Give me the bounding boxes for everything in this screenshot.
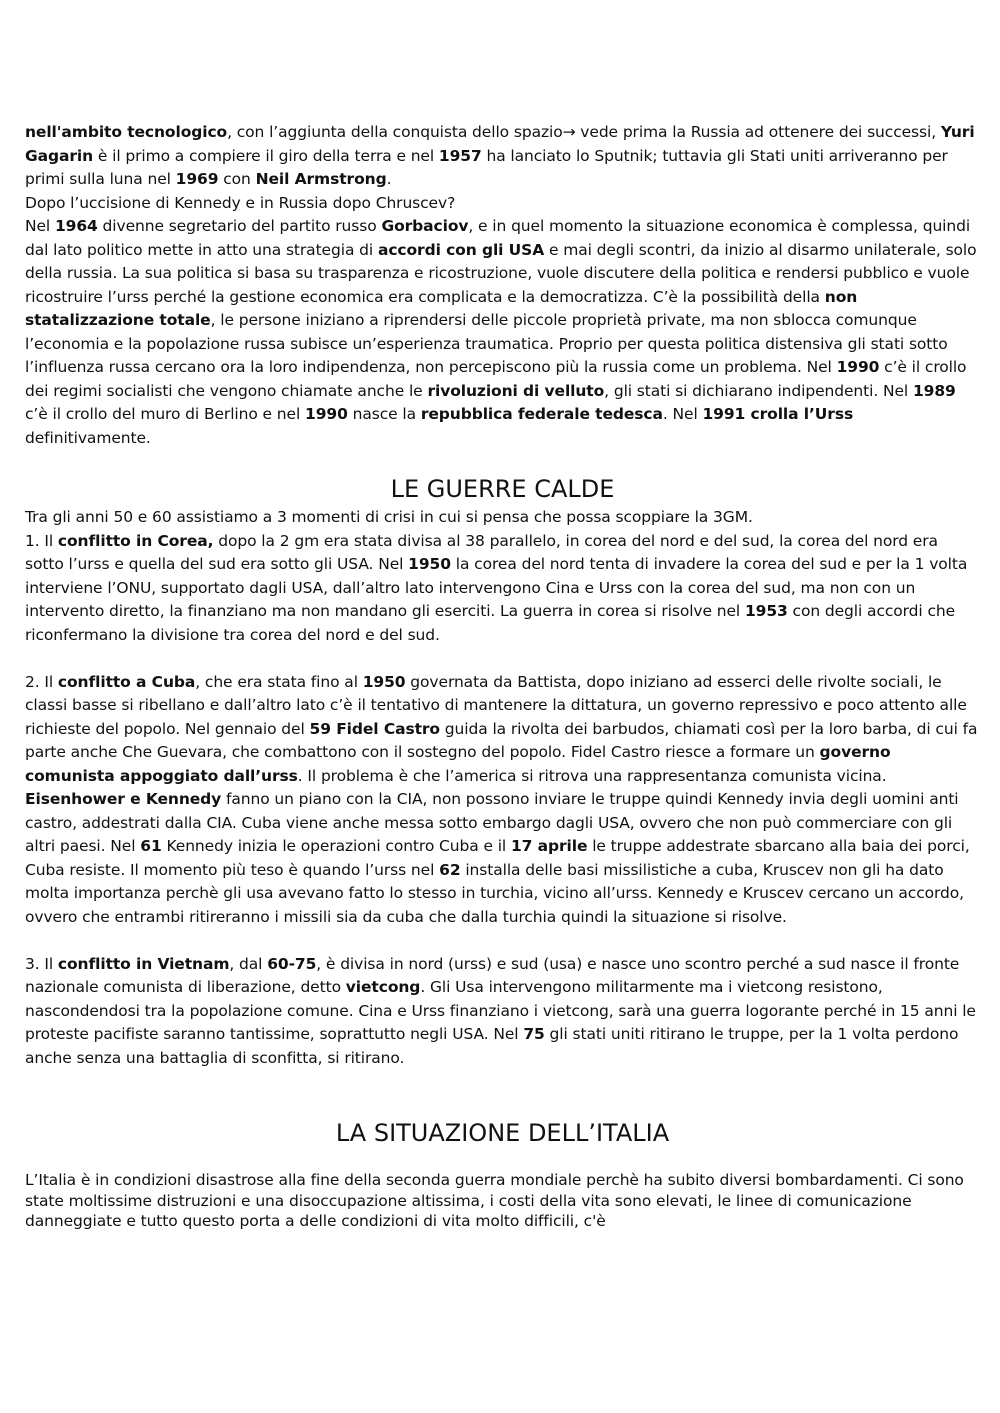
text-run: 3. Il — [25, 954, 58, 973]
bold-text-run: nell'ambito tecnologico — [25, 123, 228, 141]
heading-guerre-calde: LE GUERRE CALDE — [390, 475, 615, 503]
bold-text-run: Gorbaciov — [381, 217, 469, 235]
text-run: Kennedy inizia le operazioni contro Cuba e il — [161, 837, 511, 855]
text-run: , con l’aggiunta della conquista dello spazio→ vede prima la Russia ad ottenere dei successi, — [227, 123, 941, 141]
bold-text-run: 1950 — [362, 672, 406, 691]
paragraph-cuba — [25, 671, 980, 930]
text-run: . Nel — [662, 405, 703, 423]
heading-situazione-italia: LA SITUAZIONE DELL’ITALIA — [335, 1119, 670, 1147]
bold-text-run: conflitto in Corea, — [57, 531, 214, 550]
text-run: la corea del nord tenta di invadere la corea del sud e per la 1 volta interviene l’ONU, supportato dagli USA, dall’altro lato intervengono Cina e Urss con la corea del sud, ma non con un intervento diretto, la finanziano ma non mandano gli eserciti. La guerra in corea si risolve nel — [25, 555, 968, 620]
bold-text-run: conflitto a Cuba — [57, 672, 196, 691]
bold-text-run: 1991 crolla l’Urss — [702, 405, 854, 423]
bold-text-run: Yuri Gagarin — [25, 123, 975, 165]
bold-text-run: governo comunista appoggiato dall’urss — [25, 743, 891, 785]
bold-text-run: 1964 — [54, 217, 98, 235]
text-run: L’Italia è in condizioni disastrose alla fine della seconda guerra mondiale perchè ha subito diversi bombardamenti. Ci sono state moltissime distruzioni e una disoccupazione altissima, i costi della vita sono elevati, le linee di comunicazione danneggiate e tutto questo porta a delle condizioni di vita molto difficili, c'è — [25, 1171, 964, 1230]
text-run: divenne segretario del partito russo — [97, 217, 382, 235]
text-run: 1. Il — [25, 531, 58, 550]
text-run: . Il problema è che l’america si ritrova una rappresentanza comunista vicina. — [297, 766, 887, 785]
text-run: Dopo l’uccisione di Kennedy e in Russia dopo Chruscev? — [25, 193, 456, 212]
text-run: c’è il crollo dei regimi socialisti che vengono chiamate anche le — [25, 358, 967, 400]
bold-text-run: 75 — [523, 1025, 545, 1043]
paragraph-space-race — [25, 121, 980, 192]
text-run: le truppe addestrate sbarcano alla baia dei porci, Cuba resiste. Il momento più teso è quando l’urss nel — [25, 837, 970, 879]
text-run: , le persone iniziano a riprendersi delle piccole proprietà private, ma non sblocca comunque l’economia e la popolazione russa subisce un’esperienza traumatica. Proprio per questa politica distensiva gli stati sotto l’influenza russa cercano ora la loro indipendenza, non percepiscono più la russia come un problema. Nel — [25, 311, 948, 376]
bold-text-run: 17 aprile — [510, 837, 588, 855]
text-run: nasce la — [347, 405, 421, 423]
text-run: con — [218, 170, 256, 188]
bold-text-run: repubblica federale tedesca — [420, 405, 663, 423]
bold-text-run: 60-75 — [267, 954, 317, 973]
bold-text-run: 62 — [439, 860, 461, 879]
bold-text-run: 59 Fidel Castro — [309, 719, 440, 738]
text-run: installa delle basi missilistiche a cuba, Kruscev non gli ha dato molta importanza perchè gli usa avevano fatto lo stesso in turchia, vicino all’urss. Kennedy e Kruscev cercano un accordo, ovvero che entrambi ritireranno i missili sia da cuba che dalla turchia quindi la situazione si risolve. — [25, 860, 964, 926]
document-page — [25, 121, 980, 1232]
text-run: , che era stata fino al — [195, 672, 363, 691]
paragraph-corea — [25, 530, 980, 648]
paragraph-guerre-intro — [25, 506, 980, 530]
text-run: . — [386, 170, 392, 188]
text-run: è il primo a compiere il giro della terra e nel — [93, 146, 439, 165]
text-run: governata da Battista, dopo iniziano ad esserci delle rivolte sociali, le classi basse si ribellano e dall’altro lato c’è il tentativo di mantenere la dittatura, un governo repressivo e poco attento alle richieste del popolo. Nel gennaio del — [25, 672, 967, 738]
text-run: , dal — [229, 954, 268, 973]
bold-text-run: Neil Armstrong — [255, 170, 387, 188]
text-run: Nel — [25, 217, 55, 235]
text-run: , gli stati si dichiarano indipendenti. Nel — [604, 381, 913, 400]
paragraph-question — [25, 192, 980, 216]
text-run: . Gli Usa intervengono militarmente ma i vietcong resistono, nascondendosi tra la popolazione comune. Cina e Urss finanziano i vietcong, sarà una guerra logorante perché in 15 anni le proteste pacifiste saranno tantissime, soprattutto negli USA. Nel — [25, 978, 976, 1043]
bold-text-run: Eisenhower e Kennedy — [25, 790, 222, 808]
bold-text-run: 1989 — [912, 381, 956, 400]
text-run: fanno un piano con la CIA, non possono inviare le truppe quindi Kennedy invia degli uomini anti castro, addestrati dalla CIA. Cuba viene anche messa sotto embargo dagli USA, ovvero che non può commerciare con gli altri paesi. Nel — [25, 790, 959, 855]
paragraph-vietnam — [25, 953, 980, 1071]
bold-text-run: non statalizzazione totale — [25, 287, 858, 329]
text-run: guida la rivolta dei barbudos, chiamati così per la loro barba, di cui fa parte anche Che Guevara, che combattono con il sostegno del popolo. Fidel Castro riesce a formare un — [25, 719, 978, 761]
bold-text-run: vietcong — [345, 978, 421, 996]
bold-text-run: 1950 — [408, 555, 451, 573]
text-run: 2. Il — [25, 672, 58, 691]
bold-text-run: 1990 — [305, 405, 348, 423]
text-run: Tra gli anni 50 e 60 assistiamo a 3 momenti di crisi in cui si pensa che possa scoppiare la 3GM. — [25, 508, 753, 526]
bold-text-run: 61 — [140, 837, 162, 855]
text-run: dopo la 2 gm era stata divisa al 38 parallelo, in corea del nord e del sud, la corea del nord era sotto l’urss e quella del sud era sotto gli USA. Nel — [25, 531, 938, 573]
paragraph-italia — [25, 1170, 980, 1232]
text-run: con degli accordi che riconfermano la divisione tra corea del nord e del sud. — [25, 602, 956, 644]
text-run: , e in quel momento la situazione economica è complessa, quindi dal lato politico mette in atto una strategia di — [25, 217, 971, 259]
bold-text-run: 1957 — [438, 146, 482, 165]
bold-text-run: rivoluzioni di velluto — [427, 381, 605, 400]
paragraph-gorbaciov — [25, 215, 980, 450]
bold-text-run: 1969 — [175, 170, 219, 188]
bold-text-run: 1990 — [836, 358, 880, 376]
bold-text-run: 1953 — [744, 602, 788, 620]
text-run: , è divisa in nord (urss) e sud (usa) e nasce uno scontro perché a sud nasce il fronte nazionale comunista di liberazione, detto — [25, 954, 960, 996]
text-run: e mai degli scontri, da inizio al disarmo unilaterale, solo della russia. La sua politica si basa su trasparenza e ricostruzione, vuole discutere della politica e rendersi pubblico e vuole ricostruire l’urss perché la gestione economica era complicata e la democratizza. C’è la possibilità della — [25, 240, 977, 306]
bold-text-run: conflitto in Vietnam — [57, 954, 230, 973]
text-run: c’è il crollo del muro di Berlino e nel — [25, 405, 306, 423]
bold-text-run: accordi con gli USA — [377, 240, 545, 259]
text-run: gli stati uniti ritirano le truppe, per la 1 volta perdono anche senza una battaglia di sconfitta, si ritirano. — [25, 1025, 959, 1067]
text-run: definitivamente. — [25, 428, 151, 447]
text-run: ha lanciato lo Sputnik; tuttavia gli Stati uniti arriveranno per primi sulla luna nel — [25, 146, 948, 188]
